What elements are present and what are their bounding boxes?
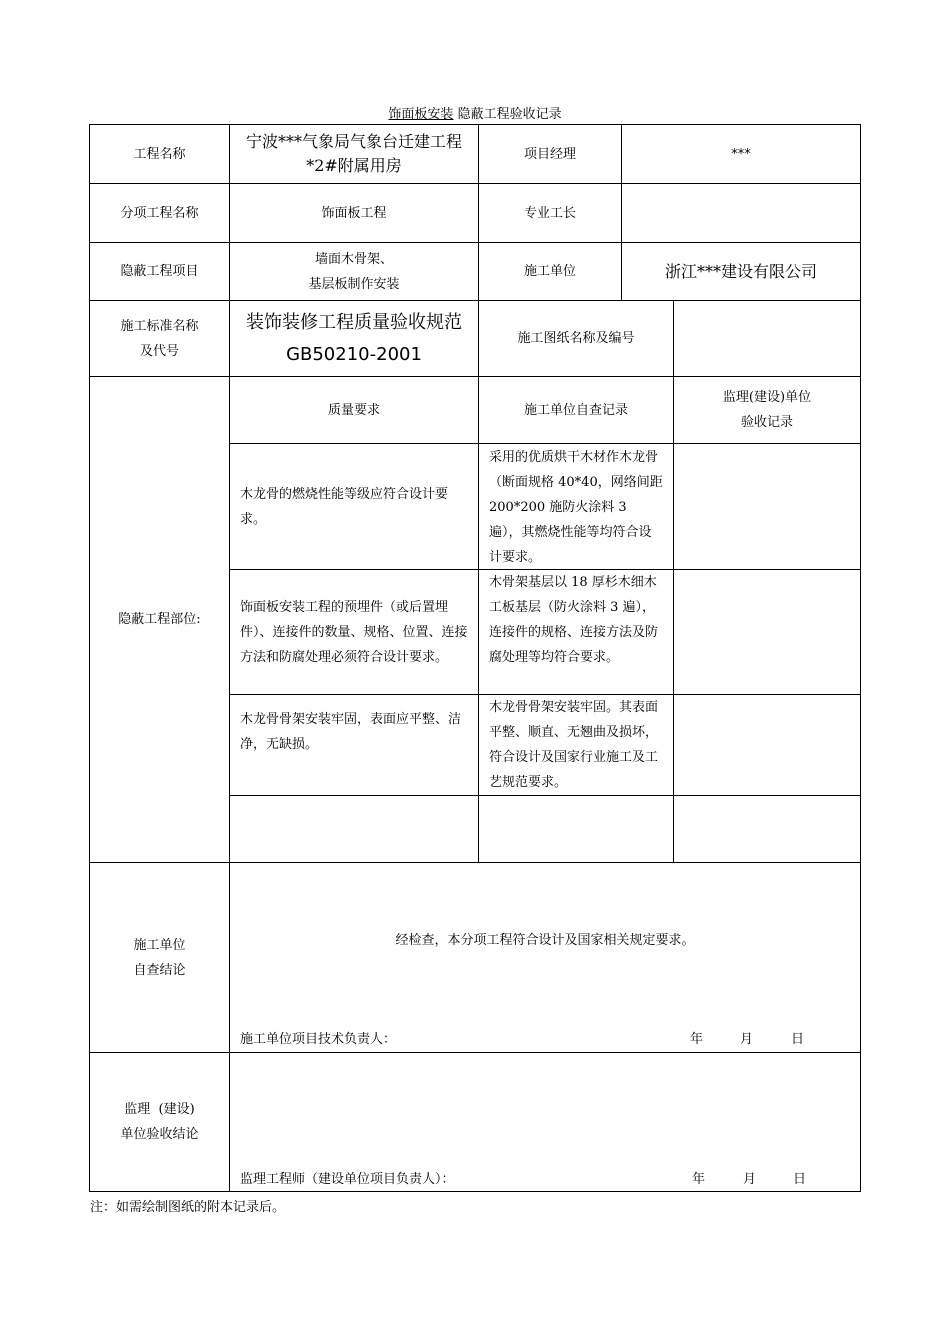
self-conclusion-year: 年 — [690, 1032, 704, 1047]
project-manager-label: 项目经理 — [523, 146, 576, 162]
project-name-value — [230, 125, 478, 183]
table-row — [230, 570, 478, 694]
standard-value-line1: 装饰装修工程质量验收规范 — [246, 311, 462, 333]
self-conclusion-month: 月 — [740, 1032, 754, 1047]
self-conclusion-label — [90, 863, 229, 1052]
supervision-record — [674, 570, 860, 694]
record-text: 木龙骨骨架安装牢固。其表面平整、顺直、无翘曲及损坏，符合设计及国家行业施工及工艺规范要求。 — [489, 700, 659, 790]
title-rest: 隐蔽工程验收记录 — [453, 107, 562, 122]
standard-value-line2: GB50210-2001 — [286, 343, 422, 365]
col-supervision-line1: 监理(建设)单位 — [722, 390, 812, 405]
self-check-record — [479, 570, 673, 694]
self-check-record — [479, 695, 673, 795]
self-conclusion-line2: 自查结论 — [133, 962, 186, 978]
self-check-record — [479, 444, 673, 569]
supervision-conclusion-day: 日 — [793, 1172, 807, 1187]
supervision-conclusion-month: 月 — [743, 1172, 757, 1187]
footnote: 注：如需绘制图纸的附本记录后。 — [90, 1200, 286, 1215]
drawing-value — [674, 301, 860, 376]
project-name-label: 工程名称 — [133, 146, 186, 162]
standard-label-line1: 施工标准名称 — [120, 318, 199, 334]
col-supervision-header — [674, 377, 860, 443]
title-underlined: 饰面板安装 — [388, 107, 454, 122]
requirement-text: 木龙骨骨架安装牢固，表面应平整、洁净，无缺损。 — [240, 712, 462, 752]
supervision-record — [674, 444, 860, 569]
contractor-label: 施工单位 — [523, 264, 576, 279]
hidden-item-label: 隐蔽工程项目 — [120, 264, 199, 279]
standard-value — [230, 301, 478, 376]
project-manager-value: *** — [731, 146, 751, 162]
requirement-text: 木龙骨的燃烧性能等级应符合设计要求。 — [240, 486, 449, 527]
supervision-conclusion-label — [90, 1053, 229, 1191]
drawing-label: 施工图纸名称及编号 — [517, 331, 635, 346]
hidden-item-line1: 墙面木骨架、 — [314, 251, 393, 267]
table-row — [230, 695, 478, 795]
requirement-text: 饰面板安装工程的预埋件（或后置埋件）、连接件的数量、规格、位置、连接方法和防腐处理必须符合设计要求。 — [240, 599, 468, 665]
supervision-conclusion-signer: 监理工程师（建设单位项目负责人）： — [240, 1172, 455, 1187]
col-quality-header: 质量要求 — [327, 402, 380, 418]
hidden-part-label: 隐蔽工程部位: — [118, 612, 201, 627]
standard-label-line2: 及代号 — [139, 343, 179, 359]
foreman-value — [622, 184, 860, 242]
supervision-record — [674, 695, 860, 795]
project-name-line1: 宁波***气象局气象台迁建工程 — [245, 132, 462, 151]
record-text: 采用的优质烘干木材作木龙骨（断面规格 40*40，网络间距 200*200 施防火涂料 3 遍），其燃烧性能等均符合设计要求。 — [489, 450, 663, 565]
document-title — [0, 103, 950, 122]
record-text: 木骨架基层以 18 厚杉木细木工板基层（防火涂料 3 遍），连接件的规格、连接方法及防腐处理等均符合要求。 — [489, 575, 659, 665]
hidden-item-value — [230, 243, 478, 300]
supervision-conclusion-line2: 单位验收结论 — [120, 1127, 199, 1142]
subitem-value: 饰面板工程 — [321, 205, 387, 221]
foreman-label: 专业工长 — [523, 205, 576, 221]
self-conclusion-text: 经检查，本分项工程符合设计及国家相关规定要求。 — [395, 933, 695, 948]
standard-label — [90, 301, 229, 376]
subitem-label: 分项工程名称 — [120, 205, 199, 221]
contractor-value: 浙江***建设有限公司 — [664, 262, 817, 281]
hidden-item-line2: 基层板制作安装 — [308, 276, 400, 292]
self-conclusion-day: 日 — [791, 1032, 805, 1047]
col-self-check-header: 施工单位自查记录 — [523, 402, 628, 418]
self-conclusion-signer: 施工单位项目技术负责人： — [240, 1032, 397, 1047]
col-supervision-line2: 验收记录 — [740, 415, 793, 430]
supervision-conclusion-line1: 监理 (建设) — [124, 1102, 195, 1117]
self-conclusion-line1: 施工单位 — [133, 937, 186, 953]
table-row — [230, 444, 478, 569]
project-name-line2: *2#附属用房 — [306, 156, 402, 175]
supervision-conclusion-year: 年 — [692, 1172, 706, 1187]
